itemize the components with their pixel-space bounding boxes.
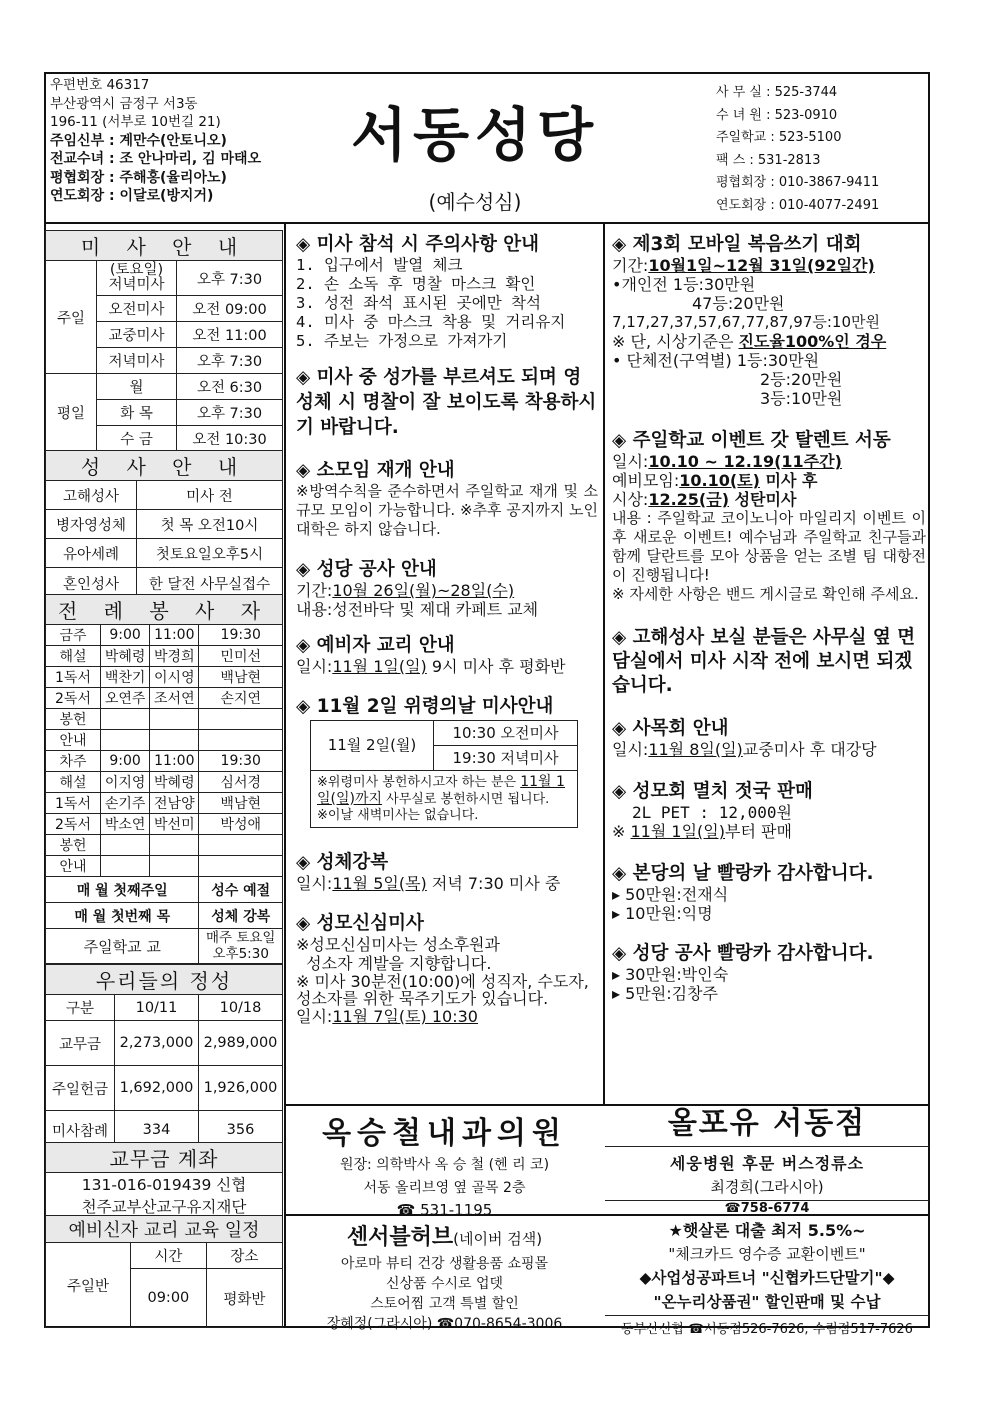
server-cell: 2독서 <box>46 814 101 835</box>
notice-detail: ※ 단, 시상기준은 <box>612 332 739 351</box>
right-column <box>612 234 926 1003</box>
notice-title: ◈ 고해성사 보실 분들은 사무실 옆 면담실에서 미사 시작 전에 보시면 되겠습니다. <box>612 627 916 696</box>
notice-title: ◈ 성체강복 <box>296 852 389 873</box>
notice-label: 시상: <box>612 490 649 509</box>
server-cell: 손기주 <box>101 793 150 814</box>
mass-cell: 오전미사 <box>97 296 177 322</box>
all-souls-table <box>311 721 577 770</box>
all-souls-time: 10:30 오전미사 <box>434 721 578 746</box>
donor-item: ▸ 50만원:전재식 <box>612 885 729 904</box>
server-cell: 9:00 <box>101 625 150 646</box>
mass-cell: 오전 10:30 <box>177 426 283 452</box>
notice-list <box>296 256 598 351</box>
sacrament-cell: 병자영성체 <box>46 510 137 539</box>
mass-cell: 월 <box>97 374 177 400</box>
donor-list <box>612 885 926 923</box>
offering-table <box>45 964 283 1150</box>
catechumen-cell: 평화반 <box>206 1269 282 1328</box>
notice-text <box>612 256 926 275</box>
server-cell: 손지연 <box>199 688 283 709</box>
mass-cell: 오전 09:00 <box>177 296 283 322</box>
offering-cell: 2,989,000 <box>199 1021 283 1066</box>
sunday-label: 주일 <box>46 261 97 374</box>
catechumen-col: 시간 <box>131 1243 207 1269</box>
account-owner: 천주교부산교구유지재단 <box>46 1195 283 1218</box>
offering-head: 우리들의 정성 <box>46 965 283 995</box>
contact-list <box>716 82 879 217</box>
ad-subtitle: (네이버 검색) <box>453 1230 543 1248</box>
server-cell: 박혜령 <box>150 772 199 793</box>
server-cell: 봉헌 <box>46 835 101 856</box>
server-cell: 이시영 <box>150 667 199 688</box>
offering-cell: 334 <box>115 1111 199 1150</box>
church-subtitle: (예수성심) <box>428 190 522 214</box>
notice-text <box>612 490 926 509</box>
notice-text <box>296 581 598 600</box>
server-cell: 1독서 <box>46 667 101 688</box>
offering-cell: 1,926,000 <box>199 1066 283 1111</box>
ad-line: ★햇살론 대출 최저 5.5%~ <box>668 1221 866 1240</box>
server-cell <box>199 730 283 751</box>
col-divider-2 <box>603 222 605 1104</box>
server-cell: 박선미 <box>150 814 199 835</box>
server-cell: 1독서 <box>46 793 101 814</box>
catechumen-col: 장소 <box>206 1243 282 1269</box>
sacrament-cell: 혼인성사 <box>46 568 137 599</box>
ad-line: 원장: 의학박사 옥 승 철 (헨 리 코) <box>339 1157 550 1173</box>
pastor: 주임신부 : 계만수(안토니오) <box>50 132 227 149</box>
offering-cell: 주일헌금 <box>46 1066 115 1111</box>
offering-col: 10/11 <box>115 995 199 1021</box>
mass-cell: 오후 7:30 <box>177 348 283 374</box>
notice-label: 일시: <box>296 1007 333 1026</box>
server-cell: 19:30 <box>199 625 283 646</box>
servers-table <box>45 594 283 964</box>
notice-date: 11월 7일(토) 10:30 <box>332 1007 478 1026</box>
server-cell: 2독서 <box>46 688 101 709</box>
server-cell <box>150 709 199 730</box>
server-cell: 백남현 <box>199 793 283 814</box>
ad-line: 스토어찜 고객 특별 할인 <box>370 1296 519 1312</box>
notice-title: ◈ 소모임 재개 안내 <box>296 460 455 481</box>
ad-clinic <box>286 1106 603 1219</box>
server-cell: 11:00 <box>150 625 199 646</box>
rosary-president: 연도회장 : 이달로(방지거) <box>50 188 214 204</box>
all-souls-date: 11월 2일(월) <box>311 721 434 770</box>
sacrament-cell: 고해성사 <box>46 481 137 510</box>
donor-item: ▸ 10만원:익명 <box>612 904 713 923</box>
ad-line: ◆사업성공파트너 "신협카드단말기"◆ <box>639 1269 895 1287</box>
offering-cell: 1,692,000 <box>115 1066 199 1111</box>
server-cell <box>199 856 283 877</box>
notice-text: • 단체전(구역별) 1등:30만원 <box>612 351 820 370</box>
notice-detail: 9시 미사 후 평화반 <box>426 657 566 676</box>
all-souls-note: 사무실로 봉헌하시면 됩니다. <box>382 792 550 807</box>
ad-line: "체크카드 영수증 교환이벤트" <box>668 1245 866 1263</box>
mass-cell: 오전 6:30 <box>177 374 283 400</box>
sacrament-cell: 한 달전 사무실접수 <box>137 568 283 599</box>
all-souls-notes <box>311 770 577 827</box>
offering-col: 구분 <box>46 995 115 1021</box>
ad-phone: 동부산신협 ☎서동점526-7626, 수림점517-7626 <box>605 1315 929 1337</box>
notice-title: ◈ 미사 참석 시 주의사항 안내 <box>296 234 540 255</box>
sacrament-head: 성 사 안 내 <box>46 451 283 481</box>
notice-date: 10.10 ~ 12.19(11주간) <box>648 452 842 471</box>
notice-label: 일시: <box>296 874 333 893</box>
server-cell: 안내 <box>46 730 101 751</box>
notice-detail: 교중미사 후 대강당 <box>742 740 877 759</box>
all-souls-time: 19:30 저녁미사 <box>452 748 559 767</box>
postal-code: 우편번호 46317 <box>50 77 150 93</box>
notice-date: 11월 1일(일) <box>332 657 427 676</box>
server-cell: 11:00 <box>150 751 199 772</box>
notice-label: 일시: <box>612 452 649 471</box>
notice-label: 일시: <box>296 657 333 676</box>
server-cell: 박성애 <box>199 814 283 835</box>
sunday-school-time: 매주 토요일 오후5:30 <box>199 929 283 964</box>
notice-detail: 부터 판매 <box>724 822 792 841</box>
ad-title-row <box>286 1220 603 1251</box>
middle-column <box>296 234 598 1026</box>
notice-label: 기간: <box>296 581 333 600</box>
offering-cell: 356 <box>199 1111 283 1150</box>
mass-table <box>45 230 283 452</box>
notice-title: ◈ 성당 공사 빨랑카 감사합니다. <box>612 943 874 964</box>
notice-detail: 성탄미사 <box>729 490 797 509</box>
notice-list-item: 1. 입구에서 발열 체크 <box>296 256 463 274</box>
offering-cell: 교무금 <box>46 1021 115 1066</box>
notice-text <box>296 657 598 676</box>
notice-text <box>296 874 598 893</box>
notice-text: 성소자 계발을 지향합니다. <box>296 954 492 973</box>
sacrament-cell: 유아세례 <box>46 539 137 568</box>
mass-head: 미 사 안 내 <box>46 231 283 261</box>
notice-text: ※ 미사 30분전(10:00)에 성직자, 수도자, 성소자를 위한 묵주기도가 있습니다. <box>296 972 589 1008</box>
address-line-2: 196-11 (서부로 10번길 21) <box>50 114 221 130</box>
ad-title: 센서블허브 <box>346 1225 454 1250</box>
sunday-school-cell: 주일학교 교 <box>46 929 199 964</box>
notice-date: 12.25(금) <box>648 490 730 509</box>
contact-line: 평협회장 : 010-3867-9411 <box>716 175 880 190</box>
notice-text <box>612 740 926 759</box>
notice-text: 2L PET : 12,000원 <box>632 803 792 822</box>
ad-credit-union <box>605 1216 929 1337</box>
contact-line: 연도회장 : 010-4077-2491 <box>716 197 880 213</box>
servers-head: 전 례 봉 사 자 <box>46 595 283 625</box>
mass-cell: 저녁미사 <box>97 348 177 374</box>
notice-text: 3등:10만원 <box>760 389 843 408</box>
server-cell: 이지영 <box>101 772 150 793</box>
notice-list-item: 5. 주보는 가정으로 가져가기 <box>296 332 508 350</box>
ad-line: 최경희(그라시아) <box>710 1178 824 1196</box>
all-souls-deadline: 11월 1일(일)까지 <box>317 774 565 807</box>
ad-line: 세웅병원 후문 버스정류소 <box>605 1146 929 1174</box>
notice-text <box>296 1007 598 1026</box>
catechumen-row-label: 주일반 <box>46 1243 131 1328</box>
server-cell <box>101 835 150 856</box>
ad-phone: 장혜정(그라시아) ☎070-8654-3006 <box>326 1316 563 1332</box>
notice-title: ◈ 미사 중 성가를 부르셔도 되며 영성체 시 명찰이 잘 보이도록 착용하시기 바랍니다. <box>296 367 597 438</box>
contact-line: 팩 스 : 531-2813 <box>716 152 821 168</box>
server-cell: 백찬기 <box>101 667 150 688</box>
notice-title: ◈ 사목회 안내 <box>612 718 729 739</box>
account-head: 교무금 계좌 <box>46 1143 283 1173</box>
church-title: 서동성당 <box>350 101 600 169</box>
catechumen-cell: 09:00 <box>131 1269 207 1328</box>
notice-text <box>612 471 926 490</box>
ad-line: "온누리상품권" 할인판매 및 수납 <box>653 1293 881 1311</box>
ad-title: 옥승철내과의원 <box>322 1116 567 1151</box>
server-cell: 오연주 <box>101 688 150 709</box>
notice-label: 예비모임: <box>612 471 680 490</box>
notice-text <box>612 822 926 841</box>
notice-text: 내용:성전바닥 및 제대 카페트 교체 <box>296 600 539 619</box>
notice-title: ◈ 본당의 날 빨랑카 감사합니다. <box>612 863 874 884</box>
notice-date: 11월 1일(일) <box>630 822 725 841</box>
ad-line: 서동 올리브영 옆 골목 2층 <box>363 1180 526 1196</box>
monthly-cell: 매 월 첫번째 목 <box>46 903 199 929</box>
notice-date: 11월 5일(목) <box>332 874 427 893</box>
all-souls-note: ※이날 새벽미사는 없습니다. <box>317 808 479 823</box>
account-table <box>45 1142 283 1218</box>
ad-herb <box>286 1216 603 1332</box>
server-cell <box>199 835 283 856</box>
ad-line: 아로마 뷰티 건강 생활용품 쇼핑몰 <box>340 1256 549 1272</box>
notice-title: ◈ 제3회 모바일 복음쓰기 대회 <box>612 234 862 255</box>
notice-date: 10.10(토) <box>679 471 760 490</box>
ad-line: 신상품 수시로 업뎃 <box>385 1276 504 1292</box>
ad-title: 올포유 서동점 <box>667 1106 867 1141</box>
notice-list-item: 4. 미사 중 마스크 착용 및 거리유지 <box>296 313 566 331</box>
notice-label: 일시: <box>612 740 649 759</box>
all-souls-note: ※위령미사 봉헌하시고자 하는 분은 <box>317 775 521 790</box>
notice-list-item: 2. 손 소독 후 명찰 마스크 확인 <box>296 275 536 293</box>
sisters: 전교수녀 : 조 안나마리, 김 마태오 <box>50 151 262 167</box>
all-souls-box <box>310 720 578 828</box>
header-divider <box>44 222 930 224</box>
notice-date: 10월1일~12월 31일(92일간) <box>648 256 875 275</box>
notice-label: 기간: <box>612 256 649 275</box>
council-president: 평협회장 : 주해홍(율리아노) <box>50 169 227 186</box>
server-cell <box>150 730 199 751</box>
server-cell: 해설 <box>46 646 101 667</box>
notice-title: ◈ 11월 2일 위령의날 미사안내 <box>296 696 554 717</box>
server-cell: 민미선 <box>199 646 283 667</box>
sacrament-table <box>45 450 283 599</box>
donor-list <box>612 965 926 1003</box>
server-cell: 9:00 <box>101 751 150 772</box>
server-cell <box>101 856 150 877</box>
server-cell <box>101 709 150 730</box>
notice-label: ※ <box>612 822 631 841</box>
address-line-1: 부산광역시 금정구 서3동 <box>50 95 198 112</box>
offering-cell: 미사참례 <box>46 1111 115 1150</box>
server-cell: 전남양 <box>150 793 199 814</box>
notice-text: 2등:20만원 <box>760 370 843 389</box>
server-cell <box>150 835 199 856</box>
donor-item: ▸ 5만원:김창주 <box>612 984 718 1003</box>
notice-text <box>612 332 926 351</box>
sacrament-cell: 첫 목 오전10시 <box>137 510 283 539</box>
notice-title: ◈ 예비자 교리 안내 <box>296 635 455 656</box>
server-cell: 19:30 <box>199 751 283 772</box>
notice-title: ◈ 성모신심미사 <box>296 913 424 934</box>
ad-phone: ☎ 531-1195 <box>396 1201 493 1219</box>
mass-cell: 수 금 <box>97 426 177 452</box>
notice-text: 내용 : 주일학교 코이노니아 마일리지 이벤트 이후 새로운 이벤트! 예수님과 주일학교 친구들과 함께 달란트를 모아 상품을 얻는 조별 팀 대항전이 진행됩니다! <box>612 509 926 584</box>
notice-text: •개인전 1등:30만원 <box>612 275 756 294</box>
notice-detail: 저녁 7:30 미사 중 <box>426 874 561 893</box>
monthly-cell: 성체 강복 <box>199 903 283 929</box>
mass-cell: 오후 7:30 <box>177 261 283 296</box>
weekday-label: 평일 <box>46 374 97 452</box>
notice-text: ※성모신심미사는 성소후원과 <box>296 935 500 954</box>
server-cell: 박경희 <box>150 646 199 667</box>
offering-cell: 2,273,000 <box>115 1021 199 1066</box>
mass-cell: (토요일) 저녁미사 <box>97 261 177 296</box>
sacrament-cell: 첫토요일오후5시 <box>137 539 283 568</box>
mass-cell: 오전 11:00 <box>177 322 283 348</box>
catechumen-table <box>45 1215 283 1328</box>
mass-cell: 화 목 <box>97 400 177 426</box>
server-cell: 조서연 <box>150 688 199 709</box>
server-cell: 백남현 <box>199 667 283 688</box>
notice-text: ※방역수칙을 준수하면서 주일학교 재개 및 소규모 모임이 가능합니다. ※추후 공지까지 노인대학은 하지 않습니다. <box>296 482 598 538</box>
server-cell <box>150 856 199 877</box>
server-cell: 박소연 <box>101 814 150 835</box>
server-cell: 박혜령 <box>101 646 150 667</box>
notice-text: 47등:20만원 <box>692 294 785 313</box>
catechumen-head: 예비신자 교리 교육 일정 <box>46 1216 283 1243</box>
notice-text <box>612 452 926 471</box>
offering-col: 10/18 <box>199 995 283 1021</box>
server-cell: 금주 <box>46 625 101 646</box>
contact-line: 주일학교 : 523-5100 <box>716 130 842 145</box>
ad-phone: ☎758-6774 <box>605 1200 929 1216</box>
sacrament-cell: 미사 전 <box>137 481 283 510</box>
mass-cell: 오후 7:30 <box>177 400 283 426</box>
server-cell: 안내 <box>46 856 101 877</box>
ad-store <box>605 1106 929 1214</box>
contact-line: 사 무 실 : 525-3744 <box>716 85 838 100</box>
mass-cell: 교중미사 <box>97 322 177 348</box>
monthly-cell: 성수 예절 <box>199 877 283 903</box>
server-cell: 봉헌 <box>46 709 101 730</box>
donor-item: ▸ 30만원:박인숙 <box>612 965 729 984</box>
notice-text: 7,17,27,37,57,67,77,87,97등:10만원 <box>612 313 880 331</box>
header-info <box>50 76 261 206</box>
contact-line: 수 녀 원 : 523-0910 <box>716 107 838 123</box>
notice-title: ◈ 주일학교 이벤트 갓 탈렌트 서동 <box>612 430 891 451</box>
server-cell: 심서경 <box>199 772 283 793</box>
monthly-cell: 매 월 첫째주일 <box>46 877 199 903</box>
notice-date: 11월 8일(일) <box>648 740 743 759</box>
notice-date: 10월 26일(월)~28일(수) <box>332 581 515 600</box>
server-cell <box>199 709 283 730</box>
notice-detail: 미사 후 <box>759 471 818 490</box>
notice-list-item: 3. 성전 좌석 표시된 곳에만 착석 <box>296 294 541 312</box>
notice-text: ※ 자세한 사항은 밴드 게시글로 확인해 주세요. <box>612 585 919 603</box>
server-cell <box>101 730 150 751</box>
server-cell: 해설 <box>46 772 101 793</box>
notice-title: ◈ 성당 공사 안내 <box>296 559 437 580</box>
server-cell: 차주 <box>46 751 101 772</box>
account-number: 131-016-019439 신협 <box>46 1173 283 1196</box>
notice-condition: 진도율100%인 경우 <box>738 332 887 351</box>
notice-title: ◈ 성모회 멸치 젓국 판매 <box>612 781 813 802</box>
